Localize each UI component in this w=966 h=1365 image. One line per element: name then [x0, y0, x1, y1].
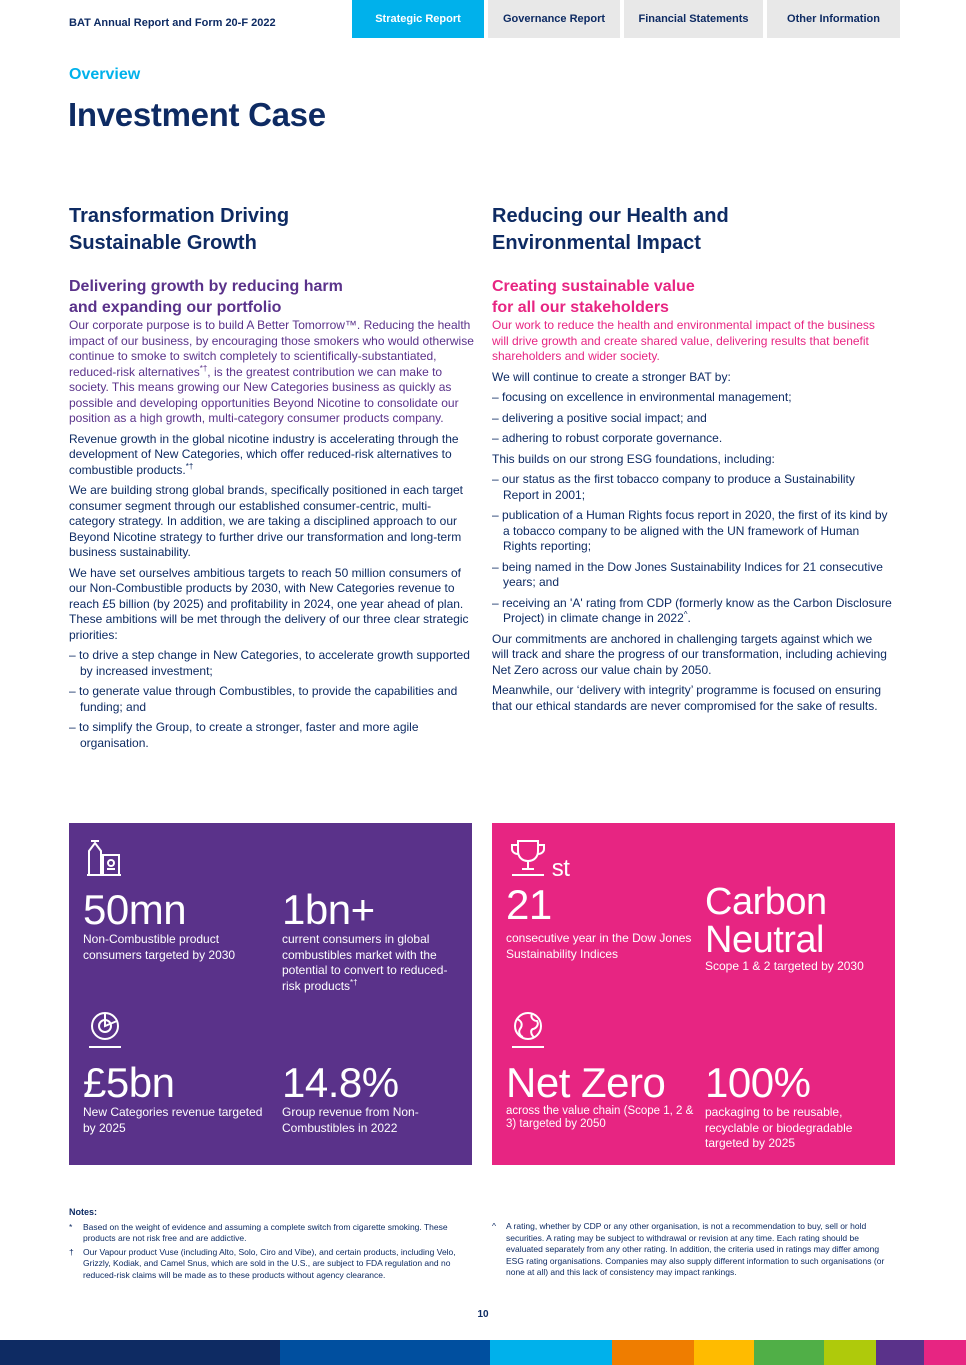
list-item: – adhering to robust corporate governance.: [492, 431, 892, 447]
footnote-marker: *†: [185, 461, 194, 471]
right-paragraph-4: Our commitments are anchored in challenging targets against which we will track and share the progress of our transformation, including achieving Net Zero across our value chain by 2050.: [492, 631, 887, 677]
stat-value: Net Zero: [506, 1059, 666, 1106]
note-item: [492, 1221, 896, 1279]
right-paragraph-5: Meanwhile, our ‘delivery with integrity’ programme is focused on ensuring that our ethical standards are never compromised for the sake of results.: [492, 683, 882, 713]
stat-net-zero: [506, 1061, 696, 1131]
stat-new-categories-revenue: [83, 1061, 273, 1136]
cdp-text-end: .: [687, 611, 691, 625]
tab-governance-report[interactable]: Governance Report: [488, 0, 620, 38]
impact-stats-panel: [492, 823, 895, 1165]
esg-foundations-list: [492, 472, 892, 627]
colour-bar-segment: [0, 1340, 280, 1365]
note-text: A rating, whether by CDP or any other organisation, is not a recommendation to buy, sell or hold securities. A rating may be subject to withdrawal or revision at any time. Each rating should be evaluated separately from any other rating. In addition, the criteria used in ratings may differ among ESG rating organisations. Companies may also supply different information to such organisations (or none at all) and this lack of consistency may impact rankings.: [506, 1221, 885, 1277]
stat-consumers-2030: [83, 888, 273, 963]
list-item: – to drive a step change in New Categories, to accelerate growth supported by increased investment;: [69, 648, 475, 679]
stat-description: [282, 932, 457, 994]
list-item: – to generate value through Combustibles, to provide the capabilities and funding; and: [69, 684, 475, 715]
left-intro-text-b: , is the greatest contribution we can make to society. This means growing our New Categories business as quickly as possible and developing opportunities Beyond Nicotine to consolidate our position as a high growth, multi-category consumer products company.: [69, 364, 459, 425]
stat-value-number: 21: [506, 881, 552, 928]
notes-title: Notes:: [69, 1207, 98, 1217]
left-p2-text: Revenue growth in the global nicotine industry is accelerating through the development of New Categories, which offer reduced-risk alternatives to combustible products.: [69, 431, 459, 477]
list-item: – publication of a Human Rights focus report in 2020, the first of its kind by a tobacco company to be aligned with the UN framework of Human Rights reporting;: [492, 508, 892, 555]
left-paragraph-3: We are building strong global brands, specifically positioned in each target consumer segment through our established consumer-centric, multi-category strategy. In addition, we are taking a disciplined approach to our Beyond Nicotine strategy to further drive our transformation and long-term business sustainability.: [69, 483, 464, 559]
note-symbol: †: [69, 1246, 74, 1257]
list-item: [492, 596, 892, 627]
right-heading: [492, 203, 892, 257]
trophy-icon: [508, 837, 548, 877]
colour-bar-segment: [824, 1340, 876, 1365]
right-paragraph-2: We will continue to create a stronger BAT by:: [492, 369, 731, 384]
section-tabs: [352, 0, 900, 38]
list-item: – our status as the first tobacco company to produce a Sustainability Report in 2001;: [492, 472, 892, 503]
list-item: – delivering a positive social impact; and: [492, 411, 892, 427]
section-label: Overview: [69, 66, 141, 83]
stat-value: [506, 855, 696, 928]
left-heading-line2: Sustainable Growth: [69, 232, 257, 254]
list-item: – focusing on excellence in environmental management;: [492, 390, 892, 406]
priorities-list: [69, 648, 475, 751]
notes-right: [492, 1221, 896, 1281]
tab-financial-statements[interactable]: Financial Statements: [624, 0, 763, 38]
right-intro: Our work to reduce the health and environmental impact of the business will drive growth and create shared value, delivering results that benefit shareholders and wider society.: [492, 318, 875, 363]
globe-icon: [508, 1009, 548, 1049]
stat-value: [705, 883, 885, 959]
note-item: [69, 1222, 471, 1245]
page-number: 10: [477, 1309, 489, 1320]
right-paragraph-3: This builds on our strong ESG foundations, including:: [492, 451, 775, 466]
left-heading-line1: Transformation Driving: [69, 205, 290, 227]
colour-bar-segment: [612, 1340, 694, 1365]
page-title: Investment Case: [68, 96, 326, 133]
colour-bar-segment: [924, 1340, 966, 1365]
right-column: [492, 203, 892, 719]
colour-bar-segment: [694, 1340, 754, 1365]
right-subheading-line1: Creating sustainable value: [492, 278, 695, 295]
stat-value-line1: Carbon: [705, 881, 827, 923]
stat-value: £5bn: [83, 1059, 175, 1106]
colour-bar-segment: [876, 1340, 924, 1365]
stat-value: 50mn: [83, 886, 187, 933]
colour-bar-segment: [754, 1340, 824, 1365]
footnote-marker: ^: [683, 610, 688, 619]
note-text: Our Vapour product Vuse (including Alto, Solo, Ciro and Vibe), and certain products, including Velo, Grizzly, Kodiak, and Camel Snus, which are sold in the U.S., are subject to FDA regulation and no reduced-risk claims will be made as to these products without agency clearance.: [83, 1246, 456, 1280]
left-paragraph-2: [69, 432, 475, 479]
cdp-text: receiving an 'A' rating from CDP (formerly know as the Carbon Disclosure Project) in climate change in 2022: [502, 595, 892, 625]
right-subheading-line2: for all our stakeholders: [492, 299, 669, 316]
stat-value: 14.8%: [282, 1059, 399, 1106]
left-subheading-line2: and expanding our portfolio: [69, 299, 282, 316]
stat-description: across the value chain (Scope 1, 2 & 3) targeted by 2050: [506, 1105, 694, 1130]
stat-dow-jones-years: [506, 855, 696, 962]
stat-non-combustibles-share: [282, 1061, 457, 1136]
note-item: [69, 1247, 471, 1282]
notes-left: [69, 1207, 471, 1283]
stat-description-text: current consumers in global combustibles market with the potential to convert to reduced-risk products: [282, 932, 448, 993]
stat-carbon-neutral: [705, 883, 885, 975]
left-subheading-line1: Delivering growth by reducing harm: [69, 278, 343, 295]
note-symbol: ^: [492, 1221, 496, 1231]
stat-description: Scope 1 & 2 targeted by 2030: [705, 959, 864, 973]
stat-description: packaging to be reusable, recyclable or biodegradable targeted by 2025: [705, 1105, 853, 1150]
right-heading-line2: Environmental Impact: [492, 232, 701, 254]
right-heading-line1: Reducing our Health and: [492, 205, 729, 227]
list-item: – being named in the Dow Jones Sustainability Indices for 21 consecutive years; and: [492, 560, 892, 591]
stat-description: Group revenue from Non-Combustibles in 2022: [282, 1105, 419, 1135]
stat-value: 100%: [705, 1059, 811, 1106]
note-text: Based on the weight of evidence and assuming a complete switch from cigarette smoking. These products are not risk free and are addictive.: [83, 1221, 448, 1243]
left-paragraph-4: We have set ourselves ambitious targets to reach 50 million consumers of our Non-Combustible products by 2030, with New Categories revenue to reach £5 billion (by 2025) and profitability in 2024, one year ahead of plan. These ambitions will be met through the delivery of our three clear strategic priorities:: [69, 565, 469, 642]
left-column: [69, 203, 475, 756]
footnote-marker: *†: [199, 363, 208, 373]
colour-bar-segment: [490, 1340, 612, 1365]
stat-description: consecutive year in the Dow Jones Sustainability Indices: [506, 931, 692, 961]
brand-colour-bar: [0, 1340, 966, 1365]
consumer-products-icon: [85, 837, 125, 877]
note-symbol: *: [69, 1221, 73, 1232]
stat-description: Non-Combustible product consumers targeted by 2030: [83, 932, 236, 962]
stat-value: 1bn+: [282, 886, 375, 933]
stat-packaging: [705, 1061, 885, 1152]
left-intro: [69, 318, 475, 427]
revenue-chart-icon: [85, 1009, 125, 1049]
stat-value-suffix: st: [551, 855, 570, 882]
stat-description: New Categories revenue targeted by 2025: [83, 1105, 263, 1135]
stat-global-consumers: [282, 888, 457, 994]
left-subheading: [69, 276, 475, 318]
footnote-marker: *†: [350, 977, 358, 987]
tab-strategic-report[interactable]: Strategic Report: [352, 0, 484, 38]
left-intro-text-a: Our corporate purpose is to build A Better Tomorrow™. Reducing the health impact of our business, by encouraging those smokers who would otherwise continue to smoke to switch completely to scientifically-substantiated, reduced-risk alternatives: [69, 318, 474, 379]
growth-stats-panel: [69, 823, 472, 1165]
colour-bar-segment: [280, 1340, 490, 1365]
stat-value-line2: Neutral: [705, 919, 824, 961]
right-subheading: [492, 276, 892, 318]
tab-other-information[interactable]: Other Information: [767, 0, 900, 38]
left-heading: [69, 203, 475, 257]
report-title: BAT Annual Report and Form 20-F 2022: [69, 17, 276, 29]
bat-commitments-list: [492, 390, 892, 447]
list-item: – to simplify the Group, to create a stronger, faster and more agile organisation.: [69, 720, 475, 751]
